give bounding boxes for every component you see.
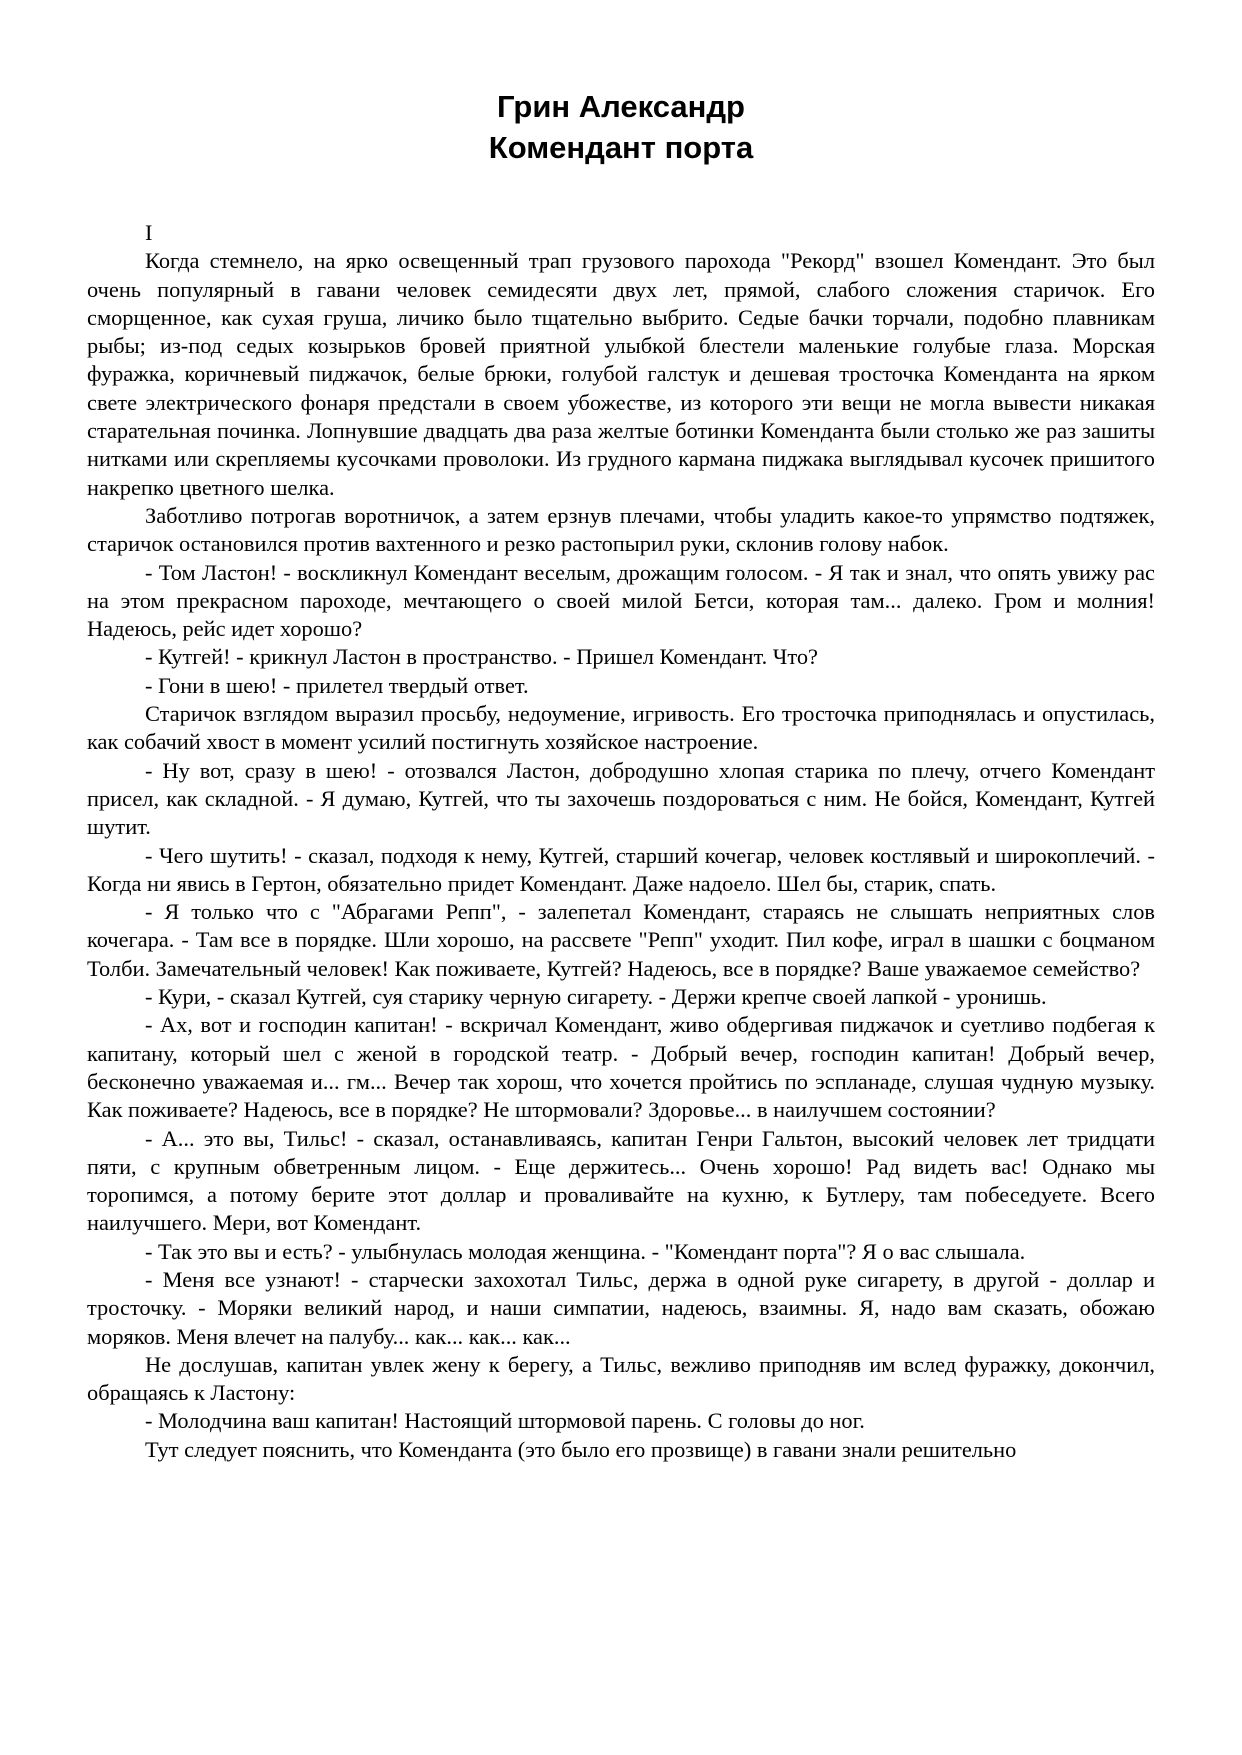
paragraph: - А... это вы, Тильс! - сказал, останавливаясь, капитан Генри Гальтон, высокий человек лет тридцати пяти, с крупным обветренным лицом. - Еще держитесь... Очень хорошо! Рад видеть вас! Однако мы торопимся, а потому берите этот доллар и проваливайте на кухню, к Бутлеру, там побеседуете. Всего наилучшего. Мери, вот Комендант. — [87, 1125, 1155, 1236]
paragraph: - Том Ластон! - воскликнул Комендант веселым, дрожащим голосом. - Я так и знал, что опять увижу рас на этом прекрасном пароходе, мечтающего о своей милой Бетси, которая там... далеко. Гром и молния! Надеюсь, рейс идет хорошо? — [87, 559, 1155, 642]
paragraph: - Я только что с "Абрагами Репп", - залепетал Комендант, стараясь не слышать неприятных слов кочегара. - Там все в порядке. Шли хорошо, на рассвете "Репп" уходит. Пил кофе, играл в шашки с боцманом Толби. Замечательный человек! Как поживаете, Кутгей? Надеюсь, все в порядке? Ваше уважаемое семейство? — [87, 899, 1155, 981]
title-block — [0, 86, 1242, 168]
paragraph: - Ну вот, сразу в шею! - отозвался Ластон, добродушно хлопая старика по плечу, отчего Комендант присел, как складной. - Я думаю, Кутгей, что ты захочешь поздороваться с ним. Не бойся, Комендант, Кутгей шутит. — [87, 757, 1155, 840]
paragraph: Старичок взглядом выразил просьбу, недоумение, игривость. Его тросточка приподнялась и опустилась, как собачий хвост в момент усилий постигнуть хозяйское настроение. — [87, 701, 1155, 755]
paragraph: - Чего шутить! - сказал, подходя к нему, Кутгей, старший кочегар, человек костлявый и широкоплечий. - Когда ни явись в Гертон, обязательно придет Комендант. Даже надоело. Шел бы, старик, спать. — [87, 842, 1155, 896]
paragraph: Когда стемнело, на ярко освещенный трап грузового парохода "Рекорд" взошел Комендант. Это был очень популярный в гавани человек семидесяти двух лет, прямой, слабого сложения старичок. Его сморщенное, как сухая груша, личико было тщательно выбрито. Седые бачки торчали, подобно плавникам рыбы; из-под седых козырьков бровей приятной улыбкой блестели маленькие голубые глаза. Морская фуражка, коричневый пиджачок, белые брюки, голубой галстук и дешевая тросточка Коменданта на ярком свете электрического фонаря предстали в своем убожестве, из которого эти вещи не могла вывести никакая старательная починка. Лопнувшие двадцать два раза желтые ботинки Коменданта были столько же раз зашиты нитками или скрепляемы кусочками проволоки. Из грудного кармана пиджака выглядывал кусочек пришитого накрепко цветного шелка. — [87, 248, 1155, 500]
paragraph: - Так это вы и есть? - улыбнулась молодая женщина. - "Комендант порта"? Я о вас слышала. — [145, 1238, 1026, 1264]
paragraph: - Меня все узнают! - старчески захохотал Тильс, держа в одной руке сигарету, в другой - доллар и тросточку. - Моряки великий народ, и наши симпатии, надеюсь, взаимны. Я, надо вам сказать, обожаю моряков. Меня влечет на палубу... как... как... как... — [87, 1266, 1155, 1349]
author-heading: Грин Александр — [497, 89, 745, 124]
paragraph: - Молодчина ваш капитан! Настоящий штормовой парень. С головы до ног. — [145, 1408, 865, 1434]
body-text — [87, 219, 1155, 1464]
page-title: Комендант порта — [488, 130, 754, 165]
paragraph: - Кури, - сказал Кутгей, суя старику черную сигарету. - Держи крепче своей лапкой - уронишь. — [145, 984, 1047, 1010]
paragraph: - Кутгей! - крикнул Ластон в пространство. - Пришел Комендант. Что? — [145, 644, 818, 670]
paragraph: Заботливо потрогав воротничок, а затем ерзнув плечами, чтобы уладить какое-то упрямство подтяжек, старичок остановился против вахтенного и резко растопырил руки, склонив голову набок. — [87, 502, 1155, 557]
chapter-number: I — [145, 220, 153, 245]
paragraph: Тут следует пояснить, что Коменданта (это было его прозвище) в гавани знали решительно — [145, 1436, 1017, 1462]
paragraph: - Ах, вот и господин капитан! - вскричал Комендант, живо обдергивая пиджачок и суетливо подбегая к капитану, который шел с женой в городской театр. - Добрый вечер, господин капитан! Добрый вечер, бесконечно уважаемая и... гм... Вечер так хорош, что хочется пройтись по эспланаде, слушая чудную музыку. Как поживаете? Надеюсь, все в порядке? Не штормовали? Здоровье... в наилучшем состоянии? — [87, 1012, 1155, 1123]
paragraph: - Гони в шею! - прилетел твердый ответ. — [145, 672, 529, 698]
paragraph: Не дослушав, капитан увлек жену к берегу, а Тильс, вежливо приподняв им вслед фуражку, докончил, обращаясь к Ластону: — [87, 1351, 1155, 1406]
